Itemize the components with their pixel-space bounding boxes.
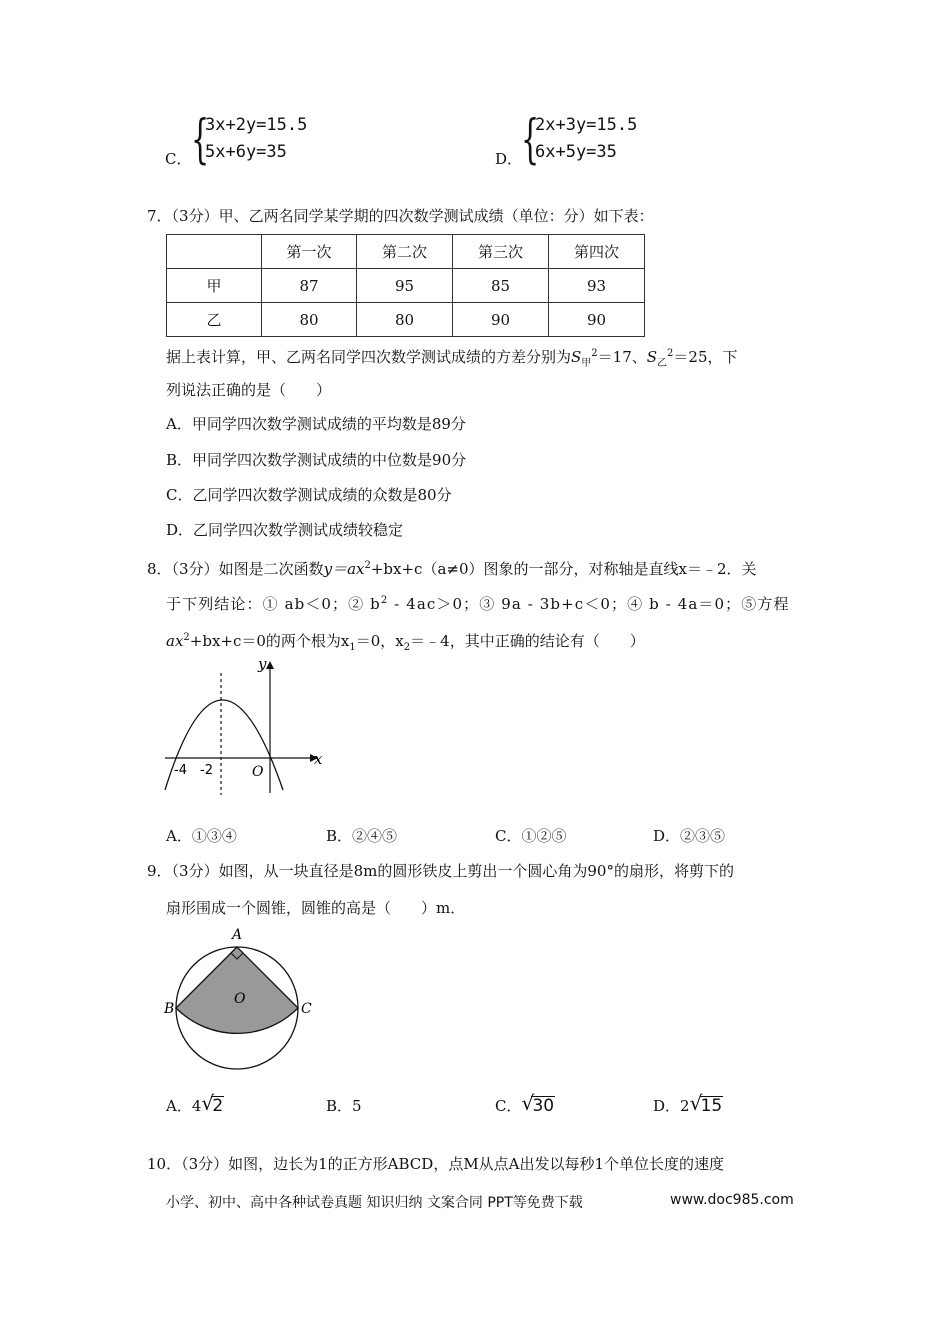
y-axis-label: y <box>258 655 267 673</box>
q8-text: 于下列结论：① ab＜0；② b <box>166 595 381 613</box>
q8-text: 8．（3分）如图是二次函数 <box>147 560 324 578</box>
q7-option-c: C．乙同学四次数学测试成绩的众数是80分 <box>166 486 452 504</box>
table-cell: 第三次 <box>453 235 549 269</box>
q8-line-2 <box>166 590 790 615</box>
q8-parabola-graph <box>160 655 335 795</box>
table-cell: 90 <box>549 303 645 337</box>
q8-option-d: D．②③⑤ <box>653 827 726 845</box>
q7-variance-line <box>166 343 738 375</box>
table-cell: 第二次 <box>357 235 453 269</box>
radicand: 2 <box>212 1096 224 1116</box>
q6-c-eq1: 3x+2y=15.5 <box>205 115 308 135</box>
tick-label: -2 <box>200 763 213 778</box>
sqrt-symbol: √ 2 <box>201 1091 224 1116</box>
table-cell: 甲 <box>167 269 262 303</box>
q7-option-d: D．乙同学四次数学测试成绩较稳定 <box>166 521 404 539</box>
q7-question-line: 列说法正确的是（ ） <box>166 381 332 399</box>
q8-line-1 <box>147 555 757 580</box>
q9-option-c <box>495 1091 555 1117</box>
q7-variance-text: 据上表计算，甲、乙两名同学四次数学测试成绩的方差分别为 <box>166 348 572 366</box>
option-label: D． <box>653 1097 681 1115</box>
table-cell: 乙 <box>167 303 262 337</box>
q7-s-symbol: S <box>646 348 658 366</box>
q8-text: x＝﹣2．关 <box>678 560 757 578</box>
q8-text: ax <box>166 632 184 650</box>
table-cell: 80 <box>357 303 453 337</box>
q6-d-eq2: 6x+5y=35 <box>535 142 617 162</box>
q6-option-d-label: D． <box>495 150 523 168</box>
q9-line-1: 9．（3分）如图，从一块直径是8m的圆形铁皮上剪出一个圆心角为90°的扇形，将剪下的 <box>147 862 734 880</box>
table-cell: 90 <box>453 303 549 337</box>
label-o: O <box>234 991 246 1007</box>
q7-score-table <box>166 234 645 337</box>
q7-sup: 2 <box>667 348 674 359</box>
table-cell: 93 <box>549 269 645 303</box>
q6-option-d-brace: { <box>521 110 540 170</box>
label-b: B <box>164 1001 175 1017</box>
sqrt-symbol: √ 15 <box>689 1091 723 1116</box>
table-cell: 95 <box>357 269 453 303</box>
sqrt-symbol: √ 30 <box>521 1091 555 1116</box>
q7-option-a: A．甲同学四次数学测试成绩的平均数是89分 <box>166 415 466 433</box>
q8-text: +bx+c＝0的两个根为x <box>189 632 350 650</box>
q8-sup: 2 <box>183 632 190 643</box>
option-label: B． <box>326 1097 353 1115</box>
q7-sub-jia: 甲 <box>581 358 592 369</box>
table-cell: 第一次 <box>262 235 357 269</box>
q8-option-a: A．①③④ <box>166 827 237 845</box>
table-row <box>167 303 645 337</box>
x-axis-label: x <box>314 750 323 768</box>
q8-text: +bx+c（a≠0）图象的一部分，对称轴是直线 <box>370 560 679 578</box>
y-axis-arrow <box>266 661 274 669</box>
q8-text: ＝0，x <box>355 632 404 650</box>
q7-val-yi: ＝25，下 <box>673 348 738 366</box>
q7-val-jia: ＝17、 <box>597 348 647 366</box>
q6-option-c-equations <box>205 112 307 166</box>
q8-option-c: C．①②⑤ <box>495 827 567 845</box>
q6-option-c-brace: { <box>191 110 210 170</box>
q8-sup: 2 <box>380 595 389 606</box>
option-label: C． <box>495 1097 522 1115</box>
q9-circle-sector-figure <box>160 925 320 1075</box>
q8-sub: 2 <box>403 642 411 653</box>
q10-line-1: 10．（3分）如图，边长为1的正方形ABCD，点M从点A出发以每秒1个单位长度的速度 <box>147 1155 725 1173</box>
q8-text: - 4ac＞0；③ 9a - 3b+c＜0；④ b - 4a＝0；⑤方程 <box>388 595 790 613</box>
q7-s-symbol: S <box>571 348 582 366</box>
table-cell <box>167 235 262 269</box>
q9-option-d <box>653 1091 723 1117</box>
table-cell: 80 <box>262 303 357 337</box>
option-value: 5 <box>352 1097 362 1115</box>
q8-sup: 2 <box>364 560 371 571</box>
q9-line-2: 扇形围成一个圆锥，圆锥的高是（ ）m． <box>166 899 466 917</box>
option-coef: 2 <box>680 1097 690 1115</box>
q6-c-eq2: 5x+6y=35 <box>205 142 287 162</box>
q6-option-d-equations <box>535 112 637 166</box>
footer-url[interactable]: www.doc985.com <box>670 1192 794 1208</box>
radicand: 30 <box>532 1096 555 1116</box>
q8-equation: y＝ax <box>323 560 365 578</box>
q7-option-b: B．甲同学四次数学测试成绩的中位数是90分 <box>166 451 467 469</box>
q8-sub: 1 <box>349 642 356 653</box>
origin-label: O <box>252 764 264 780</box>
option-label: A． <box>166 1097 192 1115</box>
table-header-row <box>167 235 645 269</box>
table-cell: 87 <box>262 269 357 303</box>
table-cell: 第四次 <box>549 235 645 269</box>
q6-d-eq1: 2x+3y=15.5 <box>535 115 638 135</box>
radicand: 15 <box>700 1096 723 1116</box>
q7-sup: 2 <box>591 348 598 359</box>
q8-text: ＝﹣4，其中正确的结论有（ ） <box>410 632 645 650</box>
tick-label: -4 <box>174 763 187 778</box>
table-cell: 85 <box>453 269 549 303</box>
footer-ad-text: 小学、初中、高中各种试卷真题 知识归纳 文案合同 PPT等免费下载 <box>166 1195 583 1211</box>
q7-sub-yi: 乙 <box>657 358 668 369</box>
table-row <box>167 269 645 303</box>
q7-stem: 7．（3分）甲、乙两名同学某学期的四次数学测试成绩（单位：分）如下表： <box>147 207 654 225</box>
option-coef: 4 <box>191 1097 202 1115</box>
q6-option-c-label: C． <box>165 150 192 168</box>
q8-option-b: B．②④⑤ <box>326 827 398 845</box>
label-c: C <box>301 1001 312 1017</box>
q9-option-b <box>326 1095 362 1117</box>
q9-option-a <box>166 1091 224 1117</box>
label-a: A <box>232 927 243 943</box>
